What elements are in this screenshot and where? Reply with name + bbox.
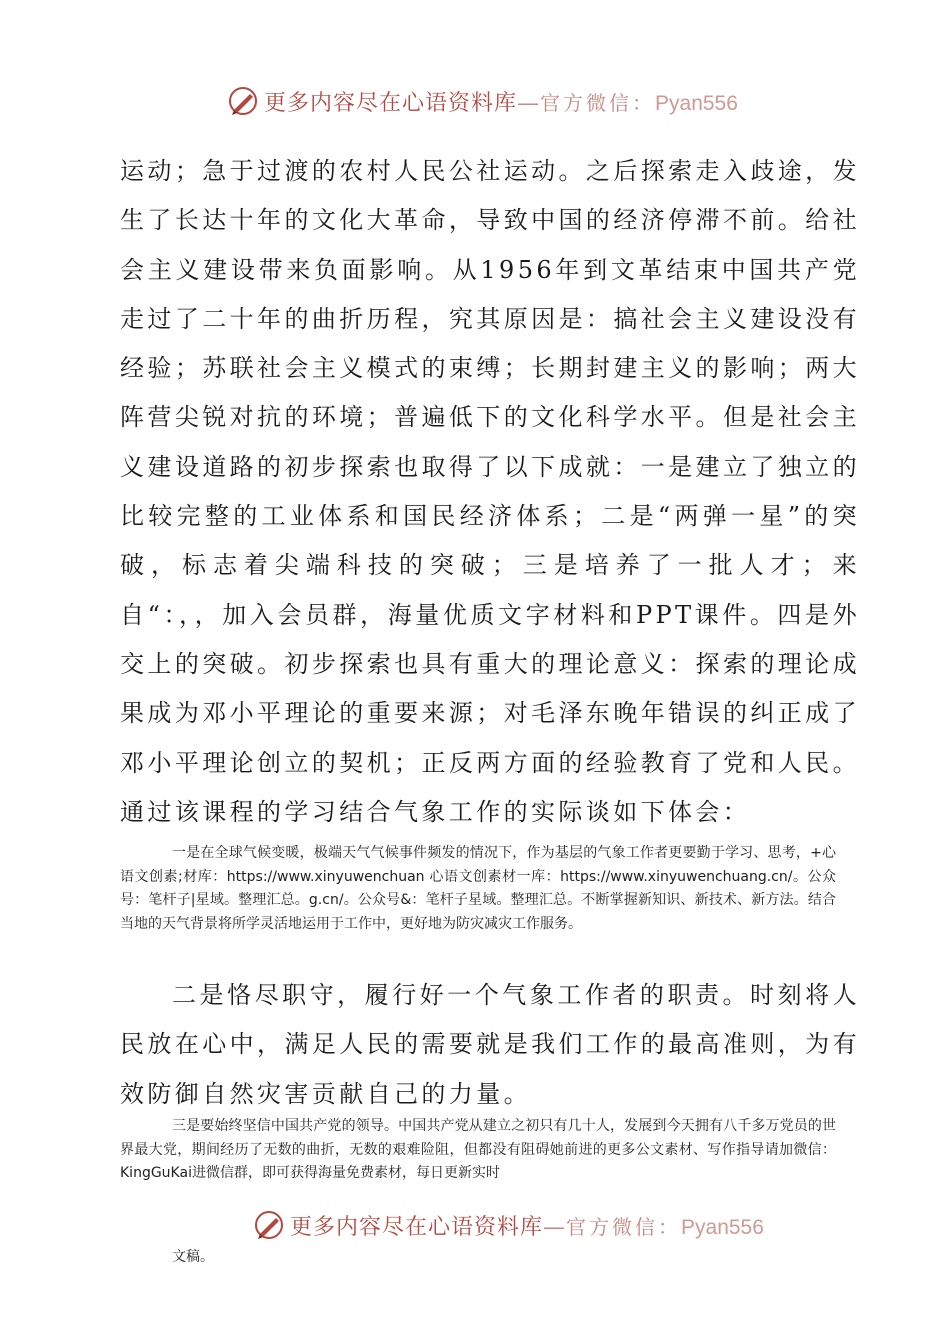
trailing-text: 文稿。	[172, 1249, 214, 1265]
paragraph-text: 运动；急于过渡的农村人民公社运动。之后探索走入歧途，发生了长达十年的文化大革命，导致中国的经济停滞不前。给社会主义建设带来负面影响。从1956年到文革结束中国共产党走过了二十年的曲折历程，究其原因是：搞社会主义建设没有经验；苏联社会主义模式的束缚；长期封建主义的影响；两大阵营尖锐对抗的环境；普遍低下的文化科学水平。但是社会主义建设道路的初步探索也取得了以下成就：一是建立了独立的比较完整的工业体系和国民经济体系；二是“两弹一星”的突破，标志着尖端科技的突破；三是培养了一批人才；来自“：，，加入会员群，海量优质文字材料和PPT课件。四是外交上的突破。初步探索也具有重大的理论意义：探索的理论成果成为邓小平理论的重要来源；对毛泽东晚年错误的纠正成了邓小平理论创立的契机；正反两方面的经验教育了党和人民。通过该课程的学习结合气象工作的实际谈如下体会：	[120, 157, 860, 826]
pen-logo-icon	[226, 84, 260, 118]
small-paragraph-2	[120, 1115, 836, 1186]
watermark-label: 官方微信：	[540, 90, 656, 115]
watermark-brand: 更多内容尽在心语资料库	[290, 1214, 544, 1240]
footer-watermark	[0, 1208, 950, 1248]
paragraph-text: 一是在全球气候变暖，极端天气气候事件频发的情况下，作为基层的气象工作者更要勤于学习、思考，+心语文创素;材库：https://www.xinyuwenchuan 心语文创素材一库：https://www.xinyuwenchuang.cn/。公众号：笔杆子|星域。整理汇总。g.cn/。公众号&：笔杆子星域。整理汇总。不断掌握新知识、新技术、新方法。结合当地的天气背景将所学灵活地运用于工作中，更好地为防灾减灾工作服务。	[120, 845, 836, 932]
small-paragraph-1	[120, 842, 836, 936]
paragraph-text: 三是要始终坚信中国共产党的领导。中国共产党从建立之初只有几十人，发展到今天拥有八千多万党员的世界最大党，期间经历了无数的曲折，无数的艰难险阻，但都没有阻碍她前进的更多公文素材、写作指导请加微信：KingGuKai进微信群，即可获得海量免费素材，每日更新实时	[120, 1118, 836, 1181]
watermark-wechat-id: Pyan556	[681, 1215, 764, 1239]
watermark-dash: —	[543, 1214, 567, 1240]
watermark-dash: —	[517, 90, 541, 116]
watermark-brand: 更多内容尽在心语资料库	[264, 90, 518, 116]
watermark-text	[264, 86, 738, 117]
paragraph-text: 二是恪尽职守，履行好一个气象工作者的职责。时刻将人民放在心中，满足人民的需要就是我们工作的最高准则，为有效防御自然灾害贡献自己的力量。	[120, 981, 860, 1108]
watermark-wechat-id: Pyan556	[655, 91, 738, 115]
watermark-label: 官方微信：	[566, 1214, 682, 1239]
paragraph-2	[120, 971, 860, 1119]
main-paragraph	[120, 147, 860, 837]
pen-logo-icon	[252, 1208, 286, 1242]
header-watermark	[0, 84, 950, 124]
watermark-text	[290, 1210, 764, 1241]
